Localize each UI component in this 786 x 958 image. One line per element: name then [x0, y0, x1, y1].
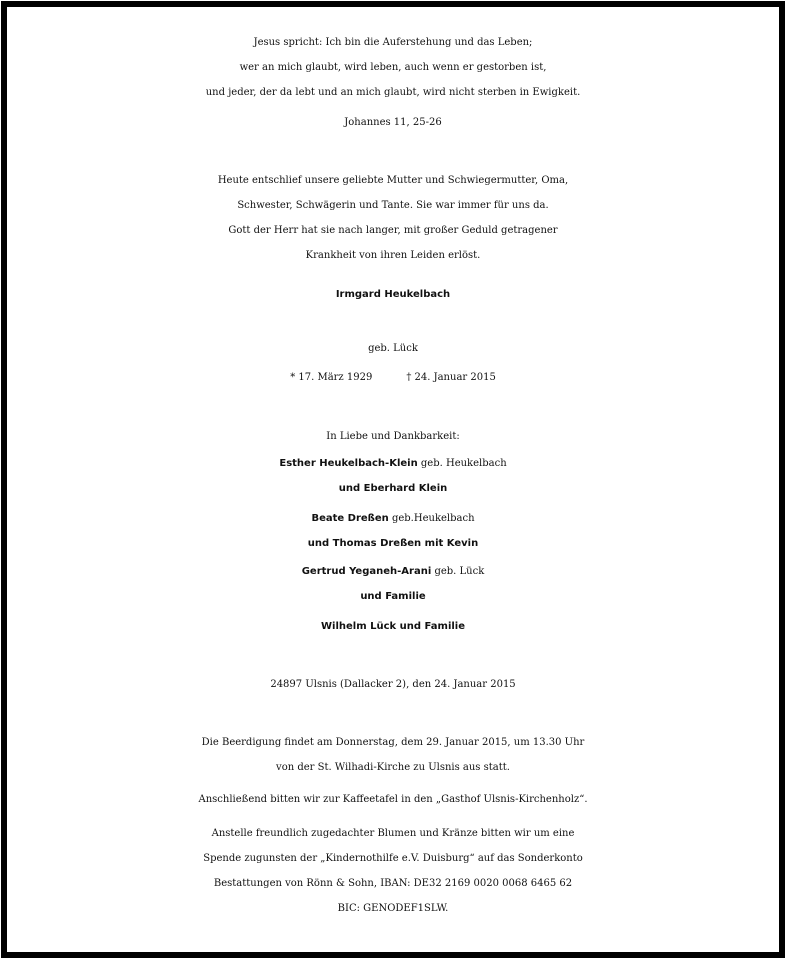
intro-line: Krankheit von ihren Leiden erlöst. [305, 250, 481, 261]
mourner-note: geb. Lück [431, 566, 485, 577]
funeral-line: von der St. Wilhadi-Kirche zu Ulsnis aus statt. [276, 762, 510, 773]
mourner-name: und Thomas Dreßen mit Kevin [307, 538, 479, 549]
mourner-name: und Familie [360, 591, 426, 602]
donation-line: BIC: GENODEF1SLW. [337, 903, 449, 914]
mourner-note: geb. Heukelbach [417, 458, 507, 469]
verse-line: wer an mich glaubt, wird leben, auch wenn er gestorben ist, [239, 62, 547, 73]
donation-line: Spende zugunsten der „Kindernothilfe e.V. Duisburg“ auf das Sonderkonto [203, 853, 583, 864]
mourner-line [7, 591, 779, 602]
coffee-line: Anschließend bitten wir zur Kaffeetafel in den „Gasthof Ulsnis-Kirchenholz“. [198, 794, 588, 805]
verse-reference: Johannes 11, 25-26 [344, 117, 442, 128]
mourner-line [7, 621, 779, 632]
donation-line: Bestattungen von Rönn & Sohn, IBAN: DE32 2169 0020 0068 6465 62 [213, 878, 573, 889]
life-dates [7, 372, 779, 383]
mourner-name: und Eberhard Klein [338, 483, 448, 494]
mourner-name: Beate Dreßen [311, 513, 389, 524]
mourner-name: Gertrud Yeganeh-Arani [301, 566, 432, 577]
birth-date: * 17. März 1929 [290, 372, 373, 383]
mourner-line [7, 513, 779, 524]
obituary-frame [1, 1, 785, 958]
funeral-line: Die Beerdigung findet am Donnerstag, dem 29. Januar 2015, um 13.30 Uhr [201, 737, 585, 748]
mourner-line [7, 483, 779, 494]
donation-line: Anstelle freundlich zugedachter Blumen und Kränze bitten wir um eine [211, 828, 575, 839]
mourner-name: Esther Heukelbach-Klein [279, 458, 418, 469]
intro-line: Gott der Herr hat sie nach langer, mit großer Geduld getragener [228, 225, 558, 236]
place-date: 24897 Ulsnis (Dallacker 2), den 24. Januar 2015 [270, 679, 516, 690]
obituary-notice [7, 7, 779, 952]
mourner-line [7, 538, 779, 549]
mourner-line [7, 566, 779, 577]
mourner-line [7, 458, 779, 469]
intro-line: Schwester, Schwägerin und Tante. Sie war immer für uns da. [237, 200, 549, 211]
mourner-name: Wilhelm Lück und Familie [320, 621, 466, 632]
verse-line: Jesus spricht: Ich bin die Auferstehung und das Leben; [253, 37, 533, 48]
intro-line: Heute entschlief unsere geliebte Mutter und Schwiegermutter, Oma, [217, 175, 569, 186]
mourners-heading: In Liebe und Dankbarkeit: [326, 431, 460, 442]
verse-line: und jeder, der da lebt und an mich glaubt, wird nicht sterben in Ewigkeit. [205, 87, 581, 98]
maiden-name: geb. Lück [368, 343, 418, 354]
death-date: † 24. Januar 2015 [406, 372, 496, 383]
mourner-note: geb.Heukelbach [388, 513, 475, 524]
deceased-name: Irmgard Heukelbach [335, 289, 451, 300]
